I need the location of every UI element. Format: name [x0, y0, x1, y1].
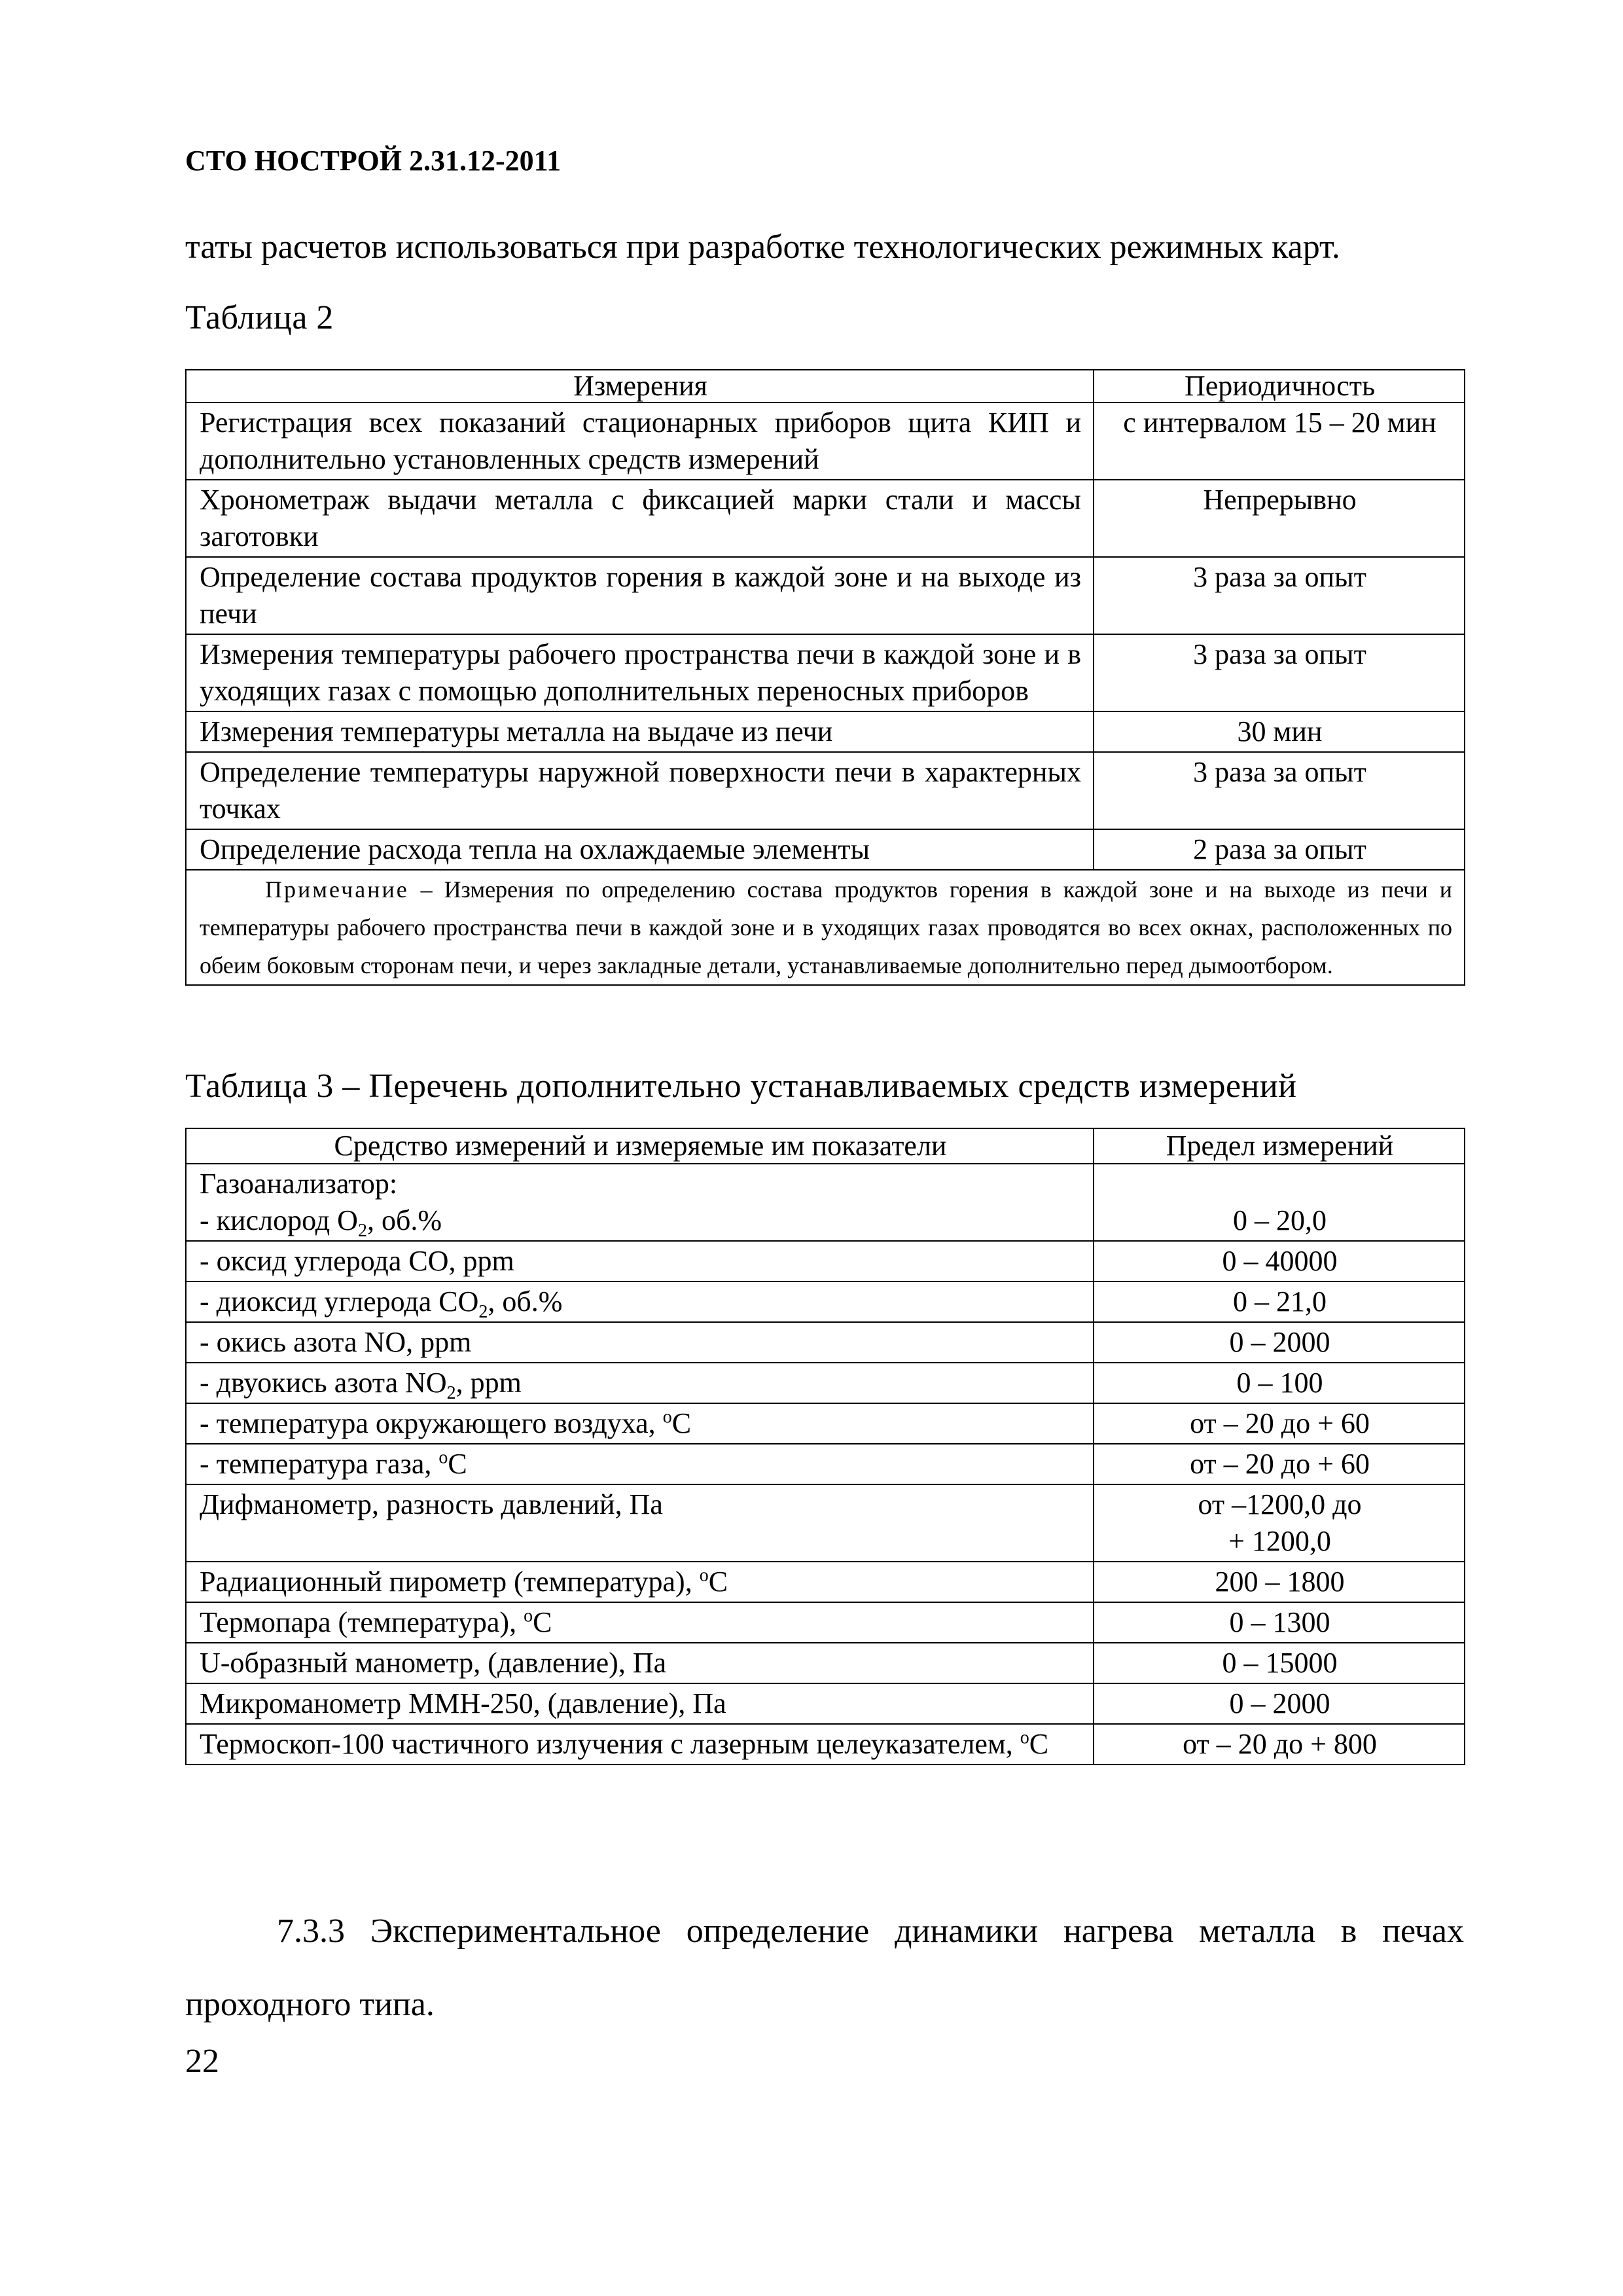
table3-range-cell: от –1200,0 до + 1200,0: [1094, 1484, 1465, 1562]
table3-caption: Таблица 3 – Перечень дополнительно устанавливаемых средств измерений: [185, 1067, 1297, 1105]
table3-instrument-cell: - двуокись азота $NO_2$, ppm: [186, 1363, 1094, 1403]
table2-header-row: [186, 370, 1465, 403]
table2-period-cell: 3 раза за опыт: [1094, 634, 1465, 711]
table2-note-row: [186, 870, 1465, 985]
table3-header-range: Предел измерений: [1094, 1128, 1465, 1164]
table3-instrument-cell: U-образный манометр, (давление), Па: [186, 1643, 1094, 1683]
table3-instrument-cell: - температура окружающего воздуха, $^o$C: [186, 1403, 1094, 1444]
table3-range-cell: от – 20 до + 60: [1094, 1403, 1465, 1444]
table3: [185, 1128, 1465, 1765]
table3-range-cell: 200 – 1800: [1094, 1562, 1465, 1602]
table-row: [186, 1643, 1465, 1683]
table3-range-cell: от – 20 до + 60: [1094, 1444, 1465, 1484]
table3-instrument-text: - кислород $O_2$, об.%: [200, 1204, 442, 1241]
table-row: [186, 1282, 1465, 1322]
table2-note-text: – Измерения по определению состава продуктов горения в каждой зоне и на выходе из печи и температуры рабочего пространства печи в каждой зоне и в уходящих газах проводятся во всех окнах, расположенных по обеим боковым сторонам печи, и через закладные детали, устанавливаемые дополнительно перед дымоотбором.: [200, 876, 1452, 978]
table-row: [186, 634, 1465, 711]
table3-range-cell: 0 – 2000: [1094, 1683, 1465, 1724]
table3-range-cell: 0 – 20,0: [1094, 1164, 1465, 1241]
table-row: [186, 403, 1465, 480]
table2-period-cell: с интервалом 15 – 20 мин: [1094, 403, 1465, 480]
table2-period-cell: 3 раза за опыт: [1094, 752, 1465, 829]
table2-caption: Таблица 2: [185, 299, 334, 336]
table3-range-cell: 0 – 15000: [1094, 1643, 1465, 1683]
table2-header-period: Периодичность: [1094, 370, 1465, 403]
table2-measure-cell: Регистрация всех показаний стационарных приборов щита КИП и дополнительно установленных средств измерений: [186, 403, 1094, 480]
table-row: [186, 1403, 1465, 1444]
table3-header-row: [186, 1128, 1465, 1164]
table2-measure-cell: Измерения температуры металла на выдаче из печи: [186, 711, 1094, 752]
table-row: [186, 1724, 1465, 1765]
table3-instrument-cell: Микроманометр ММН-250, (давление), Па: [186, 1683, 1094, 1724]
table3-instrument-cell: - диоксид углерода $CO_2$, об.%: [186, 1282, 1094, 1322]
table-row: [186, 1363, 1465, 1403]
table-row: [186, 1602, 1465, 1643]
table3-range-cell: 0 – 100: [1094, 1363, 1465, 1403]
table-row: [186, 1241, 1465, 1282]
table-row: [186, 1484, 1465, 1562]
table-row: [186, 752, 1465, 829]
table3-header-instrument: Средство измерений и измеряемые им показатели: [186, 1128, 1094, 1164]
table3-instrument-cell: [186, 1164, 1094, 1241]
table-row: [186, 1444, 1465, 1484]
table2-measure-cell: Определение расхода тепла на охлаждаемые элементы: [186, 829, 1094, 870]
table2-period-cell: Непрерывно: [1094, 480, 1465, 557]
table3-instrument-cell: - температура газа, $^o$C: [186, 1444, 1094, 1484]
table2-note: [186, 870, 1465, 985]
table3-instrument-cell: Термоскоп-100 частичного излучения с лазерным целеуказателем, $^o$C: [186, 1724, 1094, 1765]
table2-measure-cell: Определение состава продуктов горения в каждой зоне и на выходе из печи: [186, 557, 1094, 634]
table3-instrument-cell: Термопара (температура), $^o$C: [186, 1602, 1094, 1643]
table-row: [186, 1164, 1465, 1241]
table2-measure-cell: Хронометраж выдачи металла с фиксацией марки стали и массы заготовки: [186, 480, 1094, 557]
table3-range-cell: 0 – 21,0: [1094, 1282, 1465, 1322]
table3-range-cell: 0 – 2000: [1094, 1322, 1465, 1363]
table3-instrument-cell: - оксид углерода CO, ppm: [186, 1241, 1094, 1282]
table-row: [186, 1562, 1465, 1602]
table-row: [186, 1322, 1465, 1363]
table3-range-cell: 0 – 1300: [1094, 1602, 1465, 1643]
document-header: СТО НОСТРОЙ 2.31.12-2011: [185, 145, 562, 177]
table-row: [186, 1683, 1465, 1724]
page-number: 22: [185, 2043, 219, 2080]
table2-measure-cell: Измерения температуры рабочего пространства печи в каждой зоне и в уходящих газах с помощью дополнительных переносных приборов: [186, 634, 1094, 711]
gas-analyzer-label: Газоанализатор:: [200, 1168, 398, 1200]
section-paragraph: 7.3.3 Экспериментальное определение динамики нагрева металла в печах проходного типа.: [185, 1912, 1464, 2023]
table3-instrument-cell: Радиационный пирометр (температура), $^o$C: [186, 1562, 1094, 1602]
table2-period-cell: 30 мин: [1094, 711, 1465, 752]
table2-period-cell: 3 раза за опыт: [1094, 557, 1465, 634]
table2-measure-cell: Определение температуры наружной поверхности печи в характерных точках: [186, 752, 1094, 829]
table3-instrument-cell: Дифманометр, разность давлений, Па: [186, 1484, 1094, 1562]
table3-instrument-cell: - окись азота NO, ppm: [186, 1322, 1094, 1363]
table-row: [186, 480, 1465, 557]
table-row: [186, 829, 1465, 870]
table3-range-cell: от – 20 до + 800: [1094, 1724, 1465, 1765]
table2-period-cell: 2 раза за опыт: [1094, 829, 1465, 870]
lead-text: таты расчетов использоваться при разработке технологических режимных карт.: [185, 228, 1340, 266]
table3-range-cell: 0 – 40000: [1094, 1241, 1465, 1282]
table2: [185, 369, 1465, 986]
table2-header-measure: Измерения: [186, 370, 1094, 403]
table-row: [186, 557, 1465, 634]
table-row: [186, 711, 1465, 752]
table2-note-label: Примечание: [265, 876, 409, 903]
